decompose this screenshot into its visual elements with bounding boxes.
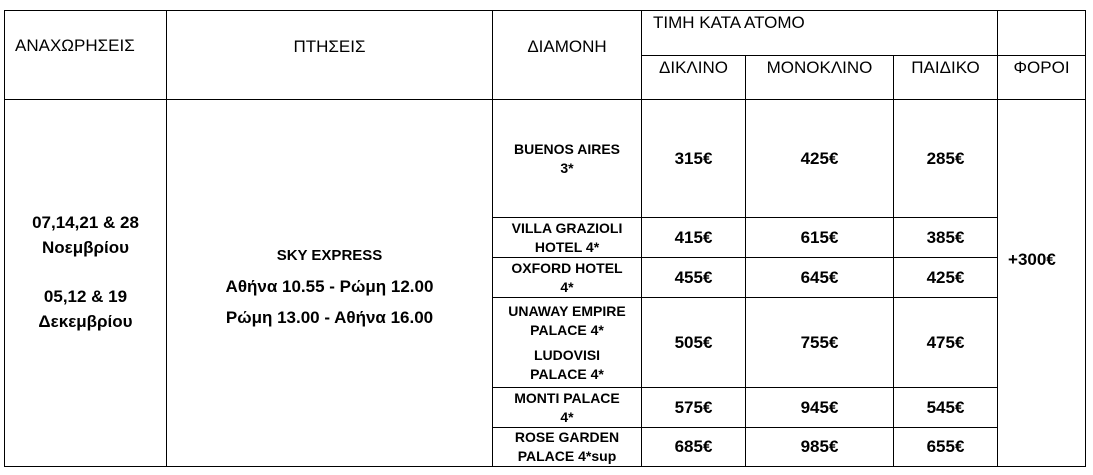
price-child: 385€ xyxy=(894,218,998,258)
table-row xyxy=(5,100,1086,218)
hotel-name xyxy=(493,140,641,178)
price-child: 655€ xyxy=(894,428,998,467)
outbound-flight: Αθήνα 10.55 - Ρώμη 12.00 xyxy=(225,277,434,296)
hotel-name xyxy=(493,346,641,384)
hotel-name-line: HOTEL 4* xyxy=(534,238,600,255)
price-single: 645€ xyxy=(746,258,894,298)
departure-month: Δεκεμβρίου xyxy=(38,312,133,331)
hotel-name xyxy=(493,259,641,297)
hotel-name-line: UNAWAY EMPIRE xyxy=(508,302,626,319)
header-child: ΠΑΙΔΙΚΟ xyxy=(894,56,998,100)
hotel-cell xyxy=(493,100,642,218)
departure-group-december xyxy=(5,284,166,334)
hotel-name xyxy=(493,219,641,257)
hotel-name-line: BUENOS AIRES xyxy=(513,140,621,157)
price-single: 985€ xyxy=(746,428,894,467)
header-row-main xyxy=(5,11,1086,56)
hotel-name-line: 4* xyxy=(560,408,574,425)
price-single: 615€ xyxy=(746,218,894,258)
hotel-cell xyxy=(493,388,642,428)
price-child: 545€ xyxy=(894,388,998,428)
price-double: 685€ xyxy=(642,428,746,467)
tour-price-table xyxy=(4,10,1086,467)
header-blank-cell xyxy=(998,11,1086,56)
hotel-cell xyxy=(493,218,642,258)
flights-cell xyxy=(167,100,493,467)
hotel-name-line: 3* xyxy=(560,159,574,176)
hotel-name-line: PALACE 4* xyxy=(530,365,604,382)
hotel-name xyxy=(493,428,641,466)
hotel-name-line: PALACE 4*sup xyxy=(517,448,617,464)
price-double: 455€ xyxy=(642,258,746,298)
hotel-cell xyxy=(493,258,642,298)
price-child: 475€ xyxy=(894,298,998,388)
price-child: 285€ xyxy=(894,100,998,218)
hotel-name xyxy=(493,389,641,427)
departure-dates-cell xyxy=(5,100,167,467)
header-single-room: ΜΟΝΟΚΛΙΝΟ xyxy=(746,56,894,100)
return-flight: Ρώμη 13.00 - Αθήνα 16.00 xyxy=(225,308,434,327)
hotel-name-line: 4* xyxy=(560,278,574,295)
hotel-cell xyxy=(493,298,642,388)
price-child: 425€ xyxy=(894,258,998,298)
header-price-per-person: ΤΙΜΗ ΚΑΤΑ ΑΤΟΜΟ xyxy=(642,11,998,56)
price-single: 755€ xyxy=(746,298,894,388)
price-double: 315€ xyxy=(642,100,746,218)
price-single: 945€ xyxy=(746,388,894,428)
hotel-name-line: OXFORD HOTEL xyxy=(511,259,623,276)
airline-name: SKY EXPRESS xyxy=(276,247,383,264)
price-single: 425€ xyxy=(746,100,894,218)
price-double: 415€ xyxy=(642,218,746,258)
hotel-cell xyxy=(493,428,642,467)
header-taxes: ΦΟΡΟΙ xyxy=(998,56,1086,100)
hotel-name-line: PALACE 4* xyxy=(530,321,604,338)
hotel-name xyxy=(493,302,641,340)
header-departures: ΑΝΑΧΩΡΗΣΕΙΣ xyxy=(5,11,167,100)
price-double: 575€ xyxy=(642,388,746,428)
price-double: 505€ xyxy=(642,298,746,388)
taxes-cell: +300€ xyxy=(998,100,1086,467)
hotel-name-line: ROSE GARDEN xyxy=(514,429,620,445)
departure-dates: 07,14,21 & 28 xyxy=(32,213,139,232)
header-double-room: ΔΙΚΛΙΝΟ xyxy=(642,56,746,100)
hotel-name-line: LUDOVISI xyxy=(533,346,601,363)
header-accommodation: ΔΙΑΜΟΝΗ xyxy=(493,11,642,100)
departure-month: Νοεμβρίου xyxy=(41,238,130,257)
header-flights: ΠΤΗΣΕΙΣ xyxy=(167,11,493,100)
departure-group-november xyxy=(5,210,166,260)
hotel-name-line: MONTI PALACE xyxy=(514,389,620,406)
hotel-name-line: VILLA GRAZIOLI xyxy=(511,219,623,236)
departure-dates: 05,12 & 19 xyxy=(43,287,128,306)
